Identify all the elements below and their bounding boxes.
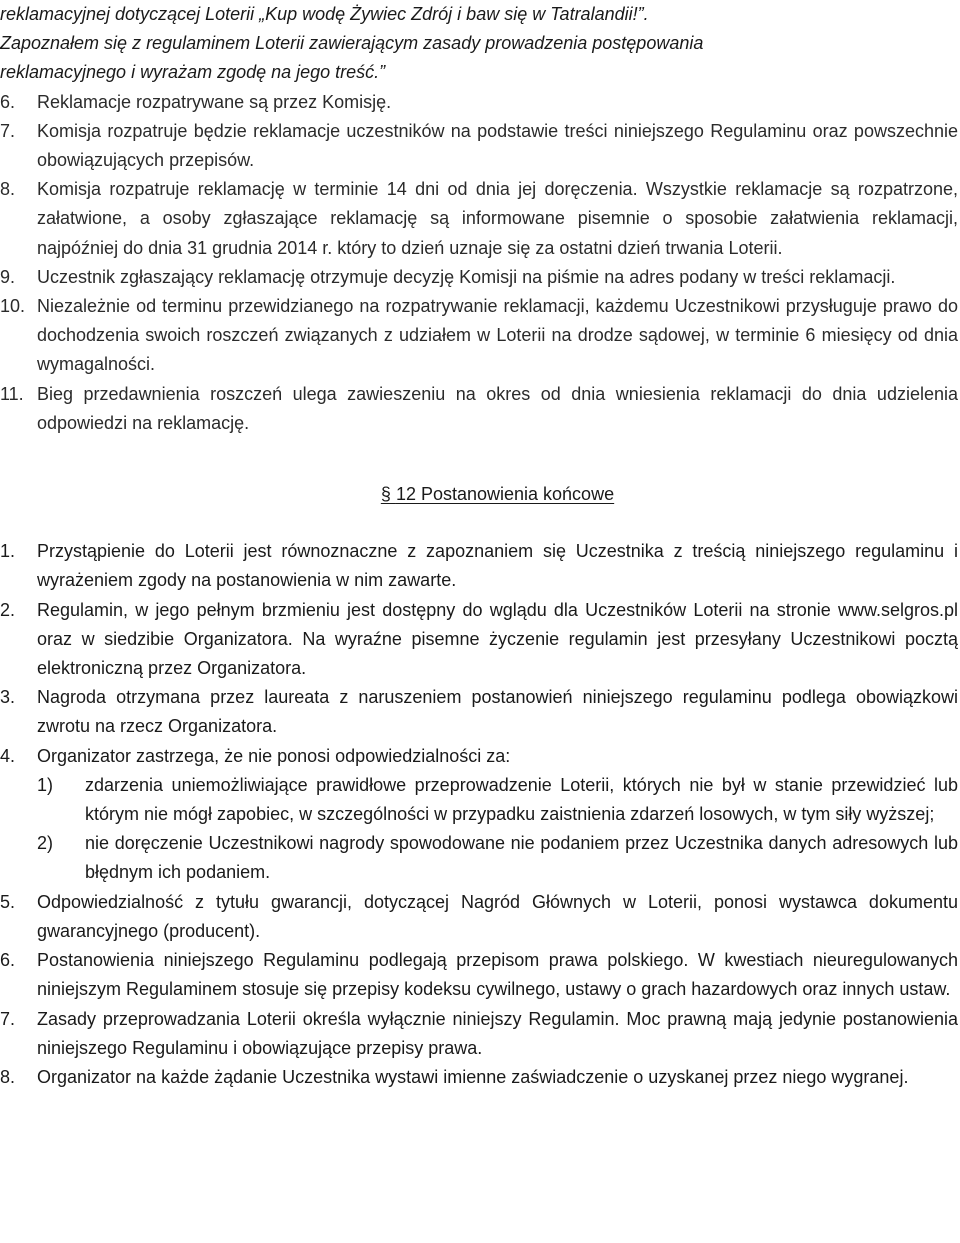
sub-item-number: 2) [37,833,54,854]
item-text: Postanowienia niniejszego Regulaminu podlegają przepisom prawa polskiego. W kwestiach nieuregulowanych niniejszym Regulaminem stosuje się przepisy kodeksu cywilnego, ustawy o grach hazardowych oraz innych ustaw. [37,950,958,1000]
list-item [0,1063,958,1092]
item-text: Przystąpienie do Loterii jest równoznaczne z zapoznaniem się Uczestnika z treścią niniejszego regulaminu i wyrażeniem zgody na postanowienia w nim zawarte. [37,541,958,591]
item-number: 7. [0,120,16,141]
item-number: 1. [0,541,16,562]
item-number: 3. [0,687,16,708]
item-number: 11. [0,383,24,404]
final-provisions-list [0,537,958,1092]
complaints-list [0,88,958,438]
item-text: Komisja rozpatruje reklamację w terminie 14 dni od dnia jej doręczenia. Wszystkie reklamacje są rozpatrzone, załatwione, a osoby zgłaszające reklamację są informowane pisemnie o sposobie załatwienia reklamacji, najpóźniej do dnia 31 grudnia 2014 r. który to dzień uznaje się za ostatni dzień trwania Loterii. [37,179,958,258]
sub-item-number: 1) [37,774,54,795]
item-text: Bieg przedawnienia roszczeń ulega zawieszeniu na okres od dnia wniesienia reklamacji do dnia udzielenia odpowiedzi na reklamację. [37,383,958,433]
item-number: 8. [0,179,16,200]
item-text: Regulamin, w jego pełnym brzmieniu jest dostępny do wglądu dla Uczestników Loterii na stronie www.selgros.pl oraz w siedzibie Organizatora. Na wyraźne pisemne życzenie regulamin jest przesyłany Uczestnikowi pocztą elektroniczną przez Organizatora. [37,599,958,679]
sub-list-item [37,771,958,829]
list-item [0,596,958,684]
sub-list-item [37,829,958,887]
sub-item-text: zdarzenia uniemożliwiające prawidłowe przeprowadzenie Loterii, których nie był w stanie przewidzieć lub którym nie mógł zapobiec, w szczególności w przypadku zaistnienia zdarzeń losowych, w tym siły wyższej; [85,774,958,825]
item-number: 9. [0,266,16,287]
list-item [0,292,958,380]
item-number: 2. [0,599,16,620]
sub-list [37,771,958,888]
item-text: Organizator na każde żądanie Uczestnika wystawi imienne zaświadczenie o uzyskanej przez niego wygranej. [37,1066,909,1087]
list-item [0,742,958,888]
list-item [0,888,958,946]
intro-line-2: Zapoznałem się z regulaminem Loterii zawierającym zasady prowadzenia postępowania [0,33,704,54]
item-number: 4. [0,745,16,766]
section-heading [37,438,958,537]
list-item [0,683,958,741]
intro-line-3: reklamacyjnego i wyrażam zgodę na jego treść.” [0,62,386,83]
item-text: Zasady przeprowadzania Loterii określa wyłącznie niniejszy Regulamin. Moc prawną mają jedynie postanowienia niniejszego Regulaminu i obowiązujące przepisy prawa. [37,1008,958,1058]
item-number: 10. [0,296,26,317]
section-symbol: § [380,484,391,505]
list-item [0,537,958,595]
list-item [0,946,958,1004]
item-text: Reklamacje rozpatrywane są przez Komisję. [37,91,392,112]
item-text: Niezależnie od terminu przewidzianego na rozpatrywanie reklamacji, każdemu Uczestnikowi przysługuje prawo do dochodzenia swoich roszczeń związanych z udziałem w Loterii na drodze sądowej, w terminie 6 miesięcy od dnia wymagalności. [37,296,958,375]
item-number: 7. [0,1008,16,1029]
item-text: Organizator zastrzega, że nie ponosi odpowiedzialności za: [37,745,511,766]
intro-paragraph [0,0,958,88]
sub-item-text: nie doręczenie Uczestnikowi nagrody spowodowane nie podaniem przez Uczestnika danych adresowych lub błędnym ich podaniem. [85,833,958,883]
list-item [0,380,958,438]
list-item [0,263,958,292]
item-number: 6. [0,91,16,112]
item-text: Komisja rozpatruje będzie reklamacje uczestników na podstawie treści niniejszego Regulaminu oraz powszechnie obowiązujących przepisów. [37,120,958,171]
item-number: 6. [0,950,16,971]
list-item [0,88,958,117]
item-text: Nagroda otrzymana przez laureata z naruszeniem postanowień niniejszego regulaminu podlega obowiązkowi zwrotu na rzecz Organizatora. [37,687,958,737]
list-item [0,175,958,263]
list-item [0,1005,958,1063]
section-title: 12 Postanowienia końcowe [395,484,615,505]
item-number: 5. [0,891,16,912]
intro-line-1: reklamacyjnej dotyczącej Loterii „Kup wodę Żywiec Zdrój i baw się w Tatralandii!”. [0,4,649,24]
list-item [0,117,958,175]
item-text: Odpowiedzialność z tytułu gwarancji, dotyczącej Nagród Głównych w Loterii, ponosi wystawca dokumentu gwarancyjnego (producent). [37,891,958,941]
item-number: 8. [0,1066,16,1087]
item-text: Uczestnik zgłaszający reklamację otrzymuje decyzję Komisji na piśmie na adres podany w treści reklamacji. [37,266,896,287]
